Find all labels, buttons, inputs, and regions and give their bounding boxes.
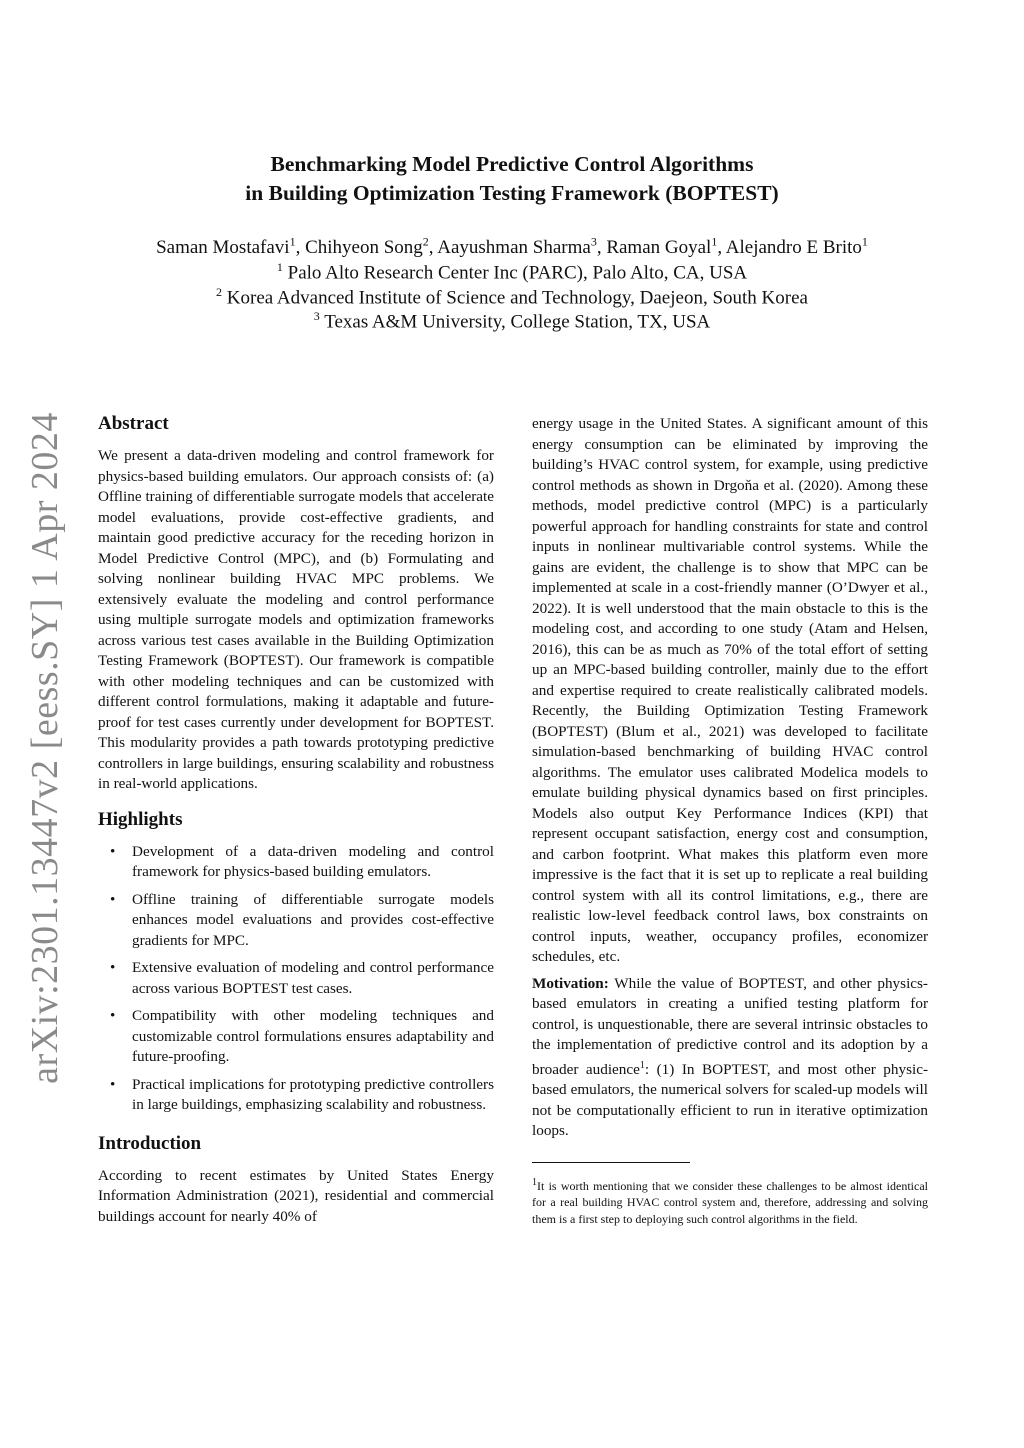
highlight-text: Compatibility with other modeling techniques and customizable control formulations ensures adaptability and future-proofing.	[132, 1007, 494, 1065]
highlight-text: Practical implications for prototyping predictive controllers in large buildings, emphasizing scalability and robustness.	[132, 1075, 494, 1113]
author-name: Alejandro E Brito	[725, 237, 862, 259]
bullet-icon: •	[110, 959, 116, 976]
abstract-section	[98, 412, 494, 795]
author-separator: ,	[717, 237, 726, 259]
highlight-item	[98, 1075, 494, 1116]
introduction-text-right: energy usage in the United States. A significant amount of this energy consumption can be eliminated by improving the building’s HVAC control system, for example, using predictive control methods as shown in Drgoňa et al. (2020). Among these methods, model predictive control (MPC) is a particularly powerful approach for handling constraints for state and control inputs in nonlinear multivariable control systems. While the gains are evident, the challenge is to show that MPC can be implemented at scale in a cost-friendly manner (O’Dwyer et al., 2022). It is well understood that the main obstacle to this is the modeling cost, and according to one study (Atam and Helsen, 2016), this can be as much as 70% of the total effort of setting up an MPC-based building controller, mainly due to the effort and expertise required to create realistically calibrated models. Recently, the Building Optimization Testing Framework (BOPTEST) (Blum et al., 2021) was developed to facilitate simulation-based benchmarking of building HVAC control algorithms. The emulator uses calibrated Modelica models to emulate building physical dynamics based on first principles. Models also output Key Performance Indices (KPI) that represent occupant satisfaction, energy cost and consumption, and carbon footprint. What makes this platform even more impressive is the fact that it is set up to replicate a real building control system with all its control limitations, e.g., there are realistic low-level feedback control laws, box constraints on control inputs, weather, occupancy profiles, economizer schedules, etc.	[532, 415, 928, 965]
affiliation-text: Texas A&M University, College Station, TX, USA	[324, 311, 711, 333]
highlight-text: Extensive evaluation of modeling and control performance across various BOPTEST test cases.	[132, 959, 494, 997]
affiliation-3	[0, 304, 1024, 334]
author-name: Aayushman Sharma	[437, 237, 591, 259]
highlights-list	[98, 842, 494, 1116]
title-line-2: in Building Optimization Testing Framework (BOPTEST)	[245, 181, 779, 205]
affiliation-mark: 2	[216, 285, 223, 299]
footnote-reference: 1	[639, 1059, 645, 1071]
bullet-icon: •	[110, 1007, 116, 1024]
motivation-paragraph	[532, 974, 928, 1142]
author-affiliation-mark: 1	[861, 235, 868, 249]
abstract-heading: Abstract	[98, 413, 169, 434]
author-separator: ,	[428, 237, 438, 259]
motivation-text-a: While the value of BOPTEST, and other physics-based emulators in creating a unified testing platform for control, is unquestionable, there are several intrinsic obstacles to the implementation of predictive control and its adoption by a broader audience	[532, 974, 928, 1078]
author-affiliation-mark: 2	[422, 235, 429, 249]
highlight-text: Offline training of differentiable surrogate models enhances model evaluations and provides cost-effective gradients for MPC.	[132, 890, 494, 949]
title-line-1: Benchmarking Model Predictive Control Algorithms	[270, 152, 754, 176]
highlight-text: Development of a data-driven modeling and control framework for physics-based building emulators.	[132, 842, 494, 880]
affiliation-mark: 1	[276, 260, 283, 274]
footnote	[532, 1175, 928, 1228]
introduction-text-left: According to recent estimates by United States Energy Information Administration (2021), residential and commercial buildings account for nearly 40% of	[98, 1166, 494, 1225]
footnote-mark: 1	[532, 1176, 537, 1188]
highlights-section	[98, 808, 494, 1116]
author-name: Chihyeon Song	[305, 237, 423, 259]
motivation-label: Motivation:	[532, 974, 609, 992]
highlight-item	[98, 890, 494, 952]
right-column	[532, 414, 928, 1239]
highlight-item	[98, 842, 494, 883]
footnote-text: It is worth mentioning that we consider these challenges to be almost identical for a real building HVAC control system and, therefore, addressing and solving them is a first step to deploying such control algorithms in the field.	[532, 1178, 928, 1226]
abstract-text: We present a data-driven modeling and control framework for physics-based building emulators. Our approach consists of: (a) Offline training of differentiable surrogate models that accelerate model evaluations, provide cost-effective gradients, and maintain good predictive accuracy for the receding horizon in Model Predictive Control (MPC), and (b) Formulating and solving nonlinear building HVAC MPC problems. We extensively evaluate the modeling and control performance using multiple surrogate models and optimization frameworks across various test cases available in the Building Optimization Testing Framework (BOPTEST). Our framework is compatible with other modeling techniques and can be customized with different control formulations, making it adaptable and future-proof for test cases currently under development for BOPTEST. This modularity provides a path towards prototyping predictive controllers in large buildings, ensuring scalability and robustness in real-world applications.	[98, 447, 494, 792]
affiliation-text: Korea Advanced Institute of Science and Technology, Daejeon, South Korea	[226, 287, 808, 309]
motivation-text-b: : (1) In BOPTEST, and most other physic-based emulators, the numerical solvers for scaled-up models will not be computationally efficient to run in iterative optimization loops.	[532, 1060, 929, 1140]
left-column	[98, 412, 494, 1227]
introduction-section	[98, 1132, 494, 1228]
footnote-rule	[532, 1162, 690, 1163]
arxiv-id-text: arXiv:2301.13447v2 [eess.SY] 1 Apr 2024	[24, 412, 66, 1084]
highlights-heading: Highlights	[98, 808, 183, 830]
bullet-icon: •	[110, 1075, 116, 1093]
paper-title	[0, 150, 1024, 208]
affiliation-text: Palo Alto Research Center Inc (PARC), Palo Alto, CA, USA	[287, 262, 748, 284]
author-affiliation-mark: 3	[590, 235, 597, 249]
author-separator: ,	[295, 237, 306, 259]
author-affiliation-mark: 1	[289, 235, 296, 249]
bullet-icon: •	[110, 842, 116, 860]
highlight-item	[98, 958, 494, 999]
author-separator: ,	[596, 237, 607, 259]
affiliation-mark: 3	[313, 309, 320, 323]
author-name: Raman Goyal	[606, 237, 712, 259]
author-affiliation-mark: 1	[711, 235, 718, 249]
bullet-icon: •	[110, 890, 116, 908]
arxiv-identifier-stamp	[20, 412, 70, 1084]
highlight-item	[98, 1006, 494, 1068]
introduction-heading: Introduction	[98, 1132, 202, 1154]
author-name: Saman Mostafavi	[156, 237, 290, 259]
